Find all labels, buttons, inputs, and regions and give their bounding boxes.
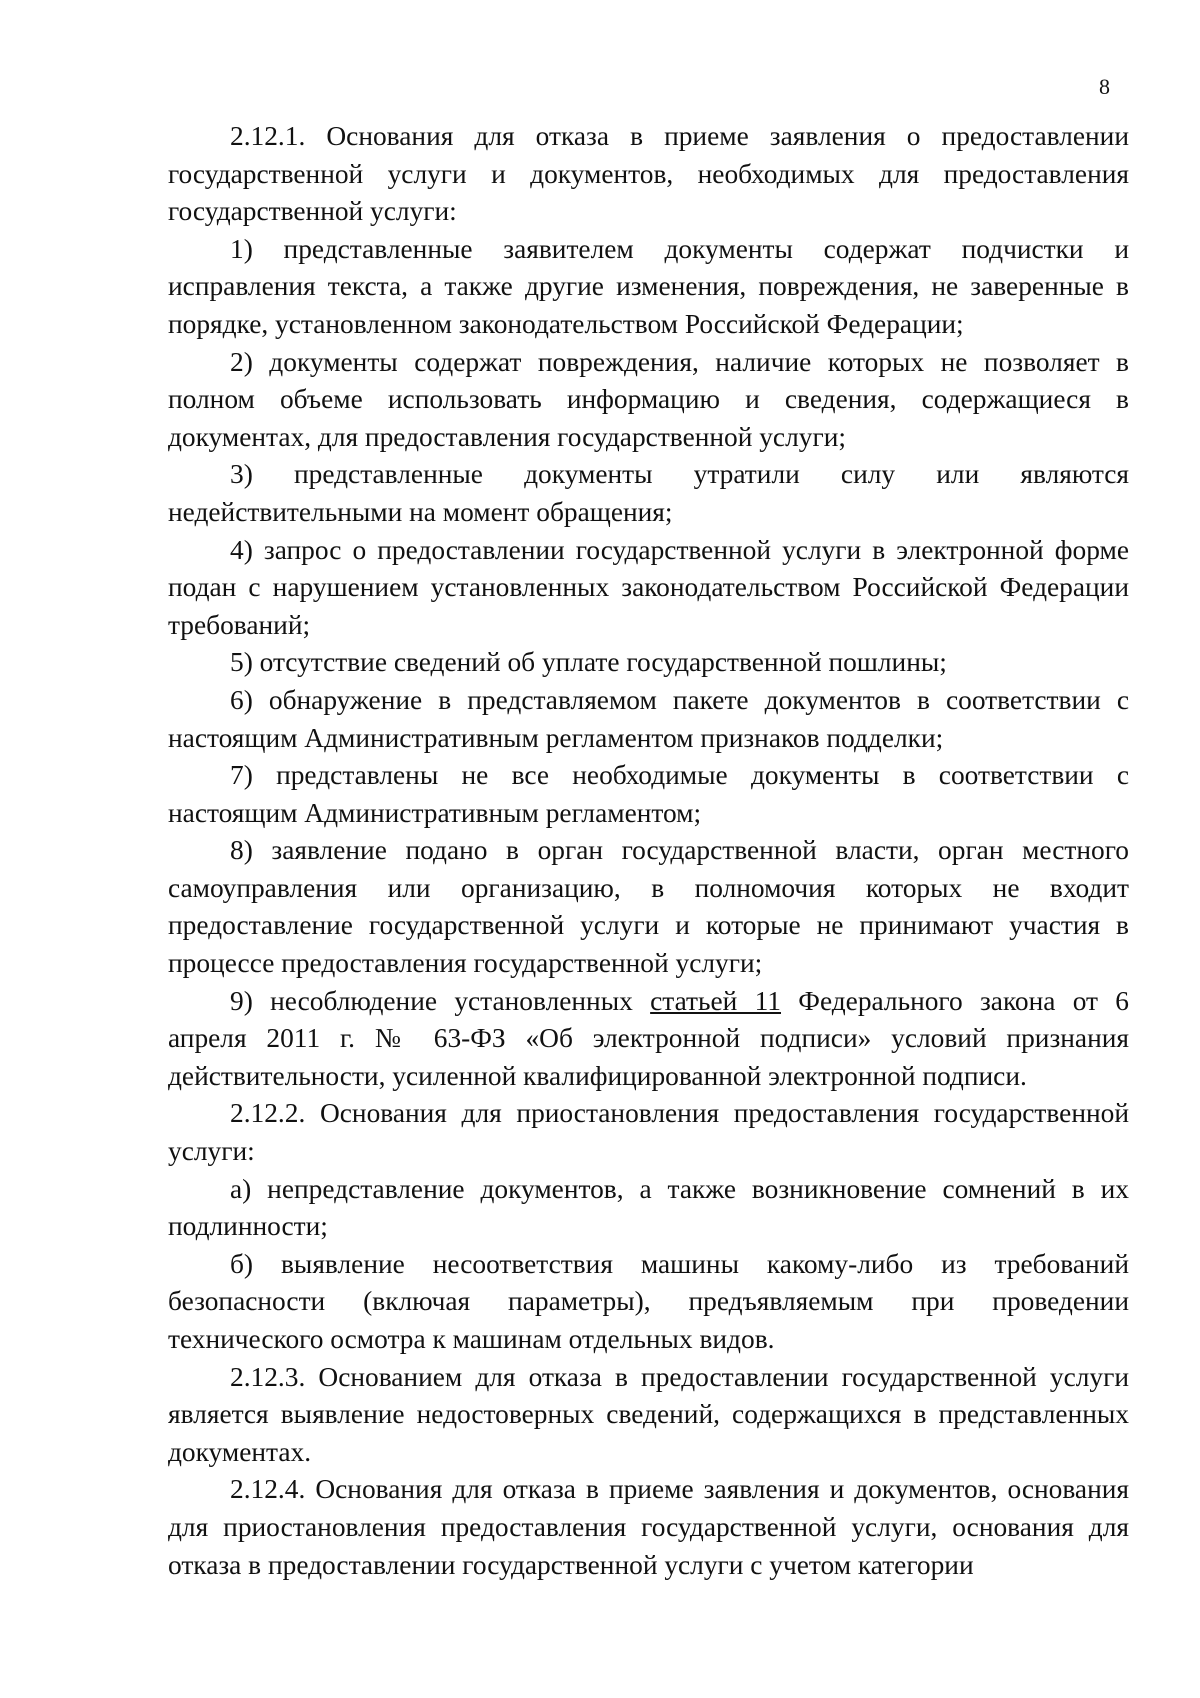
list-item-4: 4) запрос о предоставлении государственной услуги в электронной форме подан с нарушением установленных законодательством Российской Федерации требований; xyxy=(168,534,1129,640)
list-item-1: 1) представленные заявителем документы содержат подчистки и исправления текста, а также другие изменения, повреждения, не заверенные в порядке, установленном законодательством Российской Федерации; xyxy=(168,233,1129,339)
paragraph-2-12-1: 2.12.1. Основания для отказа в приеме заявления о предоставлении государственной услуги и документов, необходимых для предоставления государственной услуги: xyxy=(168,121,1129,227)
list-item-b: б) выявление несоответствия машины какому-либо из требований безопасности (включая параметры), предъявляемым при проведении технического осмотра к машинам отдельных видов. xyxy=(168,1248,1129,1354)
document-body xyxy=(168,118,1129,1584)
paragraph-2-12-2: 2.12.2. Основания для приостановления предоставления государственной услуги: xyxy=(168,1098,1129,1167)
paragraph-2-12-4: 2.12.4. Основания для отказа в приеме заявления и документов, основания для приостановления предоставления государственной услуги, основания для отказа в предоставлении государственной услуги с учетом категории xyxy=(168,1474,1129,1580)
list-item-a: а) непредставление документов, а также возникновение сомнений в их подлинности; xyxy=(168,1173,1129,1242)
list-item-8: 8) заявление подано в орган государственной власти, орган местного самоуправления или организацию, в полномочия которых не входит предоставление государственной услуги и которые не принимают участия в процессе предоставления государственной услуги; xyxy=(168,835,1129,979)
list-item-7: 7) представлены не все необходимые документы в соответствии с настоящим Административным регламентом; xyxy=(168,760,1129,828)
page-number: 8 xyxy=(1099,74,1110,99)
list-item-2: 2) документы содержат повреждения, наличие которых не позволяет в полном объеме использовать информацию и сведения, содержащиеся в документах, для предоставления государственной услуги; xyxy=(168,346,1129,452)
list-item-9 xyxy=(168,983,1129,1096)
paragraph-2-12-3: 2.12.3. Основанием для отказа в предоставлении государственной услуги является выявление недостоверных сведений, содержащихся в представленных документах. xyxy=(168,1361,1129,1467)
law-article-link[interactable]: статьей 11 xyxy=(650,985,781,1016)
list-item-9-text-start: 9) несоблюдение установленных xyxy=(230,985,651,1016)
list-item-9-text-end: Федерального закона от 6 апреля 2011 г. № 63-ФЗ «Об электронной подписи» условий признания действительности, усиленной квалифицированной электронной подписи. xyxy=(168,985,1129,1091)
list-item-6: 6) обнаружение в представляемом пакете документов в соответствии с настоящим Административным регламентом признаков подделки; xyxy=(168,684,1129,753)
list-item-3: 3) представленные документы утратили силу или являются недействительными на момент обращения; xyxy=(168,459,1129,527)
list-item-5: 5) отсутствие сведений об уплате государственной пошлины; xyxy=(230,647,947,678)
